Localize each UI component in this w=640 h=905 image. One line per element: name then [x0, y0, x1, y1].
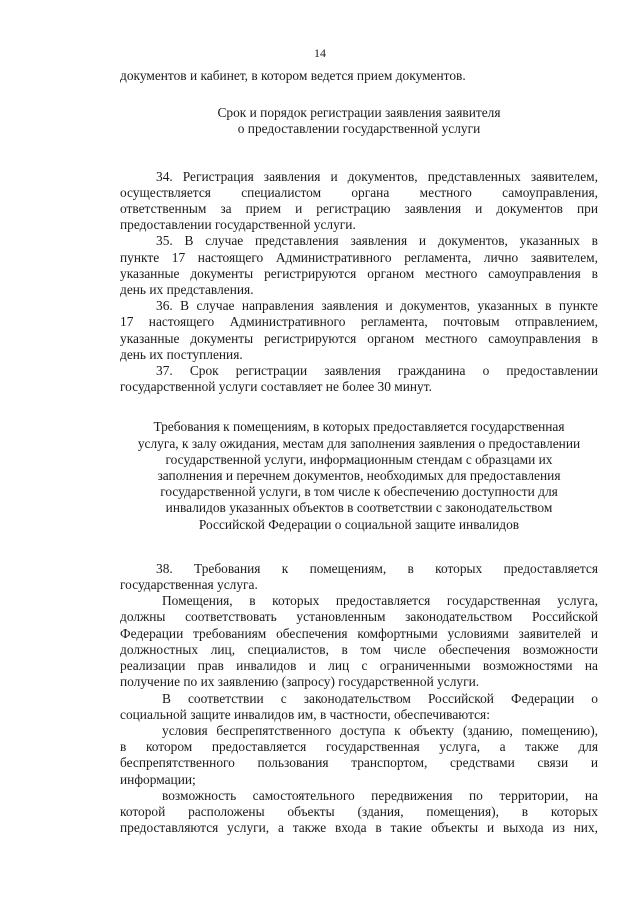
paragraph-movement — [120, 788, 598, 837]
paragraph-line: реализации прав инвалидов и лиц с ограниченными возможностями на — [120, 658, 598, 674]
paragraph-line: осуществляется специалистом органа местного самоуправления, — [120, 184, 598, 200]
paragraph-line: должны соответствовать установленным законодательством Российской — [120, 609, 598, 625]
heading-line: Срок и порядок регистрации заявления заявителя — [217, 105, 501, 121]
paragraph-line: указанные документы регистрируются органом местного самоуправления в — [120, 330, 598, 346]
paragraph-35 — [120, 233, 598, 298]
paragraph-line: информации; — [120, 771, 196, 787]
heading-line: государственной услуги, в том числе к обеспечению доступности для — [160, 484, 558, 500]
document-body — [120, 68, 598, 836]
paragraph-access — [120, 723, 598, 788]
paragraph-37 — [120, 363, 598, 395]
top-line: документов и кабинет, в котором ведется прием документов. — [120, 68, 466, 83]
section-heading-registration — [120, 105, 598, 137]
paragraph-line: Помещения, в которых предоставляется государственная услуга, — [162, 593, 598, 609]
paragraph-line: 35. В случае представления заявления и документов, указанных в — [156, 233, 598, 249]
paragraph-line: возможность самостоятельного передвижения по территории, на — [162, 787, 598, 803]
paragraph-line: 34. Регистрация заявления и документов, представленных заявителем, — [156, 168, 598, 184]
paragraph-line: пункте 17 настоящего Административного регламента, лично заявителем, — [120, 249, 598, 265]
paragraph-line: должностных лиц, специалистов, в том числе обеспечения возможности — [120, 641, 598, 657]
paragraph-law — [120, 691, 598, 723]
paragraph-line: день их представления. — [120, 282, 254, 298]
paragraph-line: социальной защите инвалидов им, в частности, обеспечиваются: — [120, 706, 490, 722]
page-number: 14 — [314, 46, 326, 60]
paragraph-line: ответственным за прием и регистрацию заявления и документов при — [120, 201, 598, 217]
heading-line: о предоставлении государственной услуги — [237, 121, 481, 137]
paragraph-line: предоставляются услуги, а также входа в такие объекты и выхода из них, — [120, 820, 598, 836]
paragraph-line: день их поступления. — [120, 346, 243, 362]
paragraph-line: Федерации требованиям обеспечения комфортными условиями заявителей и — [120, 625, 598, 641]
paragraph-line: В соответствии с законодательством Российской Федерации о — [162, 690, 598, 706]
paragraph-line: в котором предоставляется государственная услуга, а также для — [120, 739, 598, 755]
paragraph-34 — [120, 169, 598, 234]
paragraph-line: государственная услуга. — [120, 577, 258, 593]
paragraph-line: предоставлении государственной услуги. — [120, 217, 356, 233]
paragraph-line: получение по их заявлению (запросу) государственной услуги. — [120, 674, 480, 690]
paragraph-line: 38. Требования к помещениям, в которых предоставляется — [156, 560, 598, 576]
paragraph-line: которой расположены объекты (здания, помещения), в которых — [120, 803, 598, 819]
paragraph-line: 17 настоящего Административного регламента, почтовым отправлением, — [120, 314, 598, 330]
paragraph-38 — [120, 561, 598, 593]
heading-line: Требования к помещениям, в которых предоставляется государственная — [153, 419, 565, 435]
heading-line: государственной услуги, информационным стендам с образцами их — [165, 451, 553, 467]
paragraph-line: 36. В случае направления заявления и документов, указанных в пункте — [156, 298, 598, 314]
paragraph-premises — [120, 593, 598, 690]
heading-line: услуга, к залу ожидания, местам для заполнения заявления о предоставлении — [137, 435, 581, 451]
heading-line: инвалидов указанных объектов в соответствии с законодательством — [165, 500, 553, 516]
paragraph-line: указанные документы регистрируются органом местного самоуправления в — [120, 265, 598, 281]
paragraph-line: беспрепятственного пользования транспортом, средствами связи и — [120, 755, 598, 771]
paragraph-line: 37. Срок регистрации заявления гражданина о предоставлении — [156, 363, 598, 379]
heading-line: заполнения и перечнем документов, необходимых для предоставления — [157, 468, 561, 484]
paragraph-line: условия беспрепятственного доступа к объекту (зданию, помещению), — [162, 722, 598, 738]
section-heading-premises — [116, 419, 602, 532]
heading-line: Российской Федерации о социальной защите инвалидов — [198, 516, 520, 532]
paragraph-line: государственной услуги составляет не более 30 минут. — [120, 379, 432, 395]
paragraph-36 — [120, 298, 598, 363]
